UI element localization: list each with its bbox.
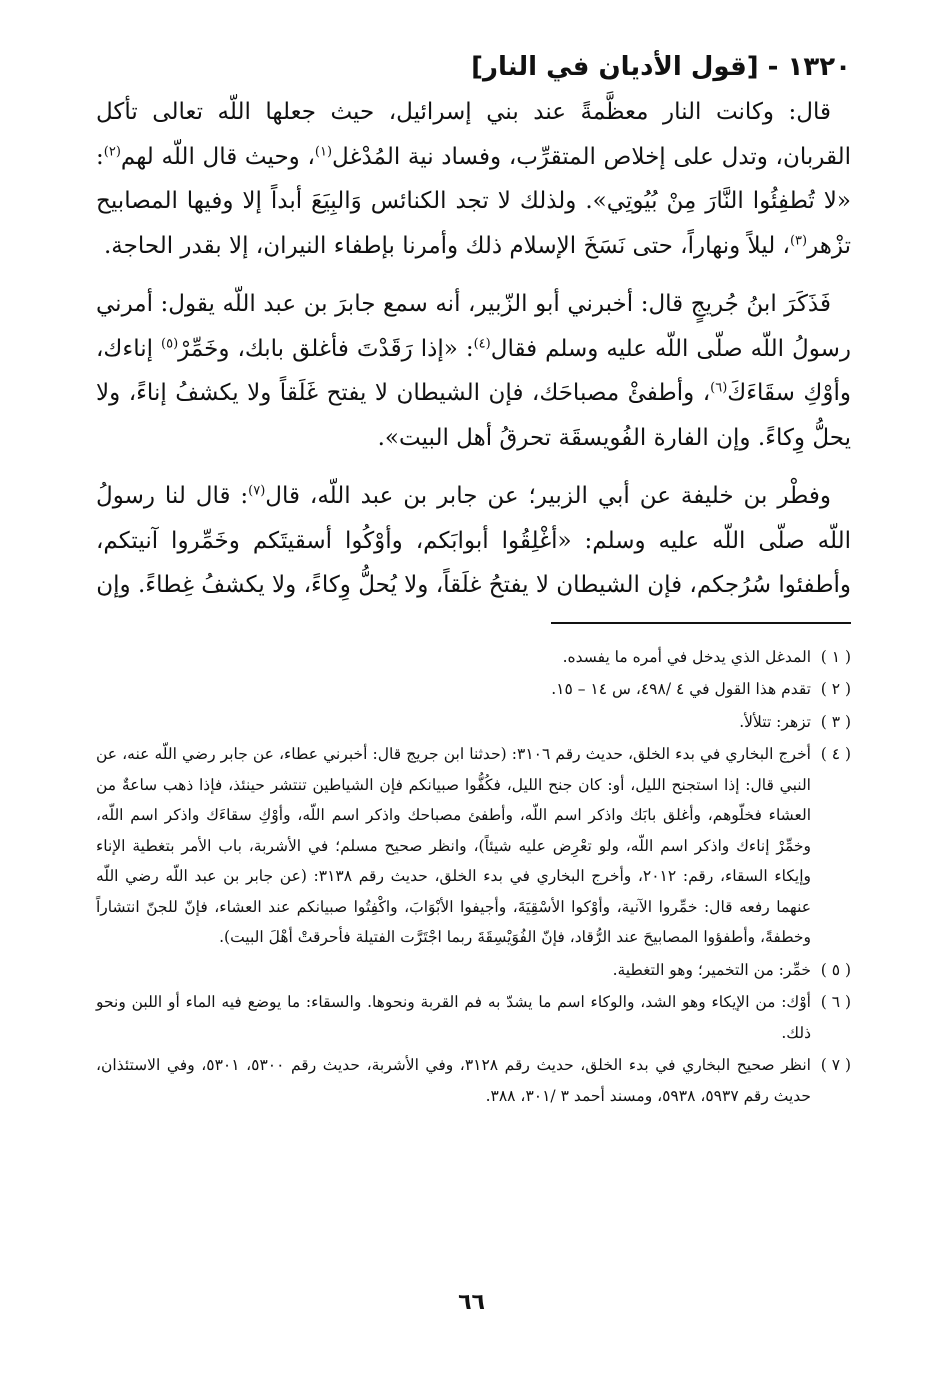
footnote-text: انظر صحيح البخاري في بدء الخلق، حديث رقم ٣١٢٨، وفي الأشربة، حديث رقم ٥٣٠٠، ٥٣٠١، وفي الاستئذان، حديث رقم ٥٩٣٧، ٥٩٣٨، ومسند أحمد ٣ /٣٠١، ٣٨٨.: [96, 1056, 811, 1105]
footnote-number: ( ٦ ): [820, 993, 851, 1011]
text-run: : قال لنا رسولُ اللّه صلّى اللّه عليه وسلم: «أغْلِقُوا أبوابَكم، وأوْكُوا أسقيتَكم وخَمِّروا آنيتكم، وأطفئوا سُرُجكم، فإن الشيطان لا يفتحُ غلَقاً، ولا يُحلُّ وِكاءً، ولا يكشفُ غِطاءً. وإن: [96, 483, 851, 598]
paragraph: [96, 474, 851, 608]
footnote-divider: [551, 622, 851, 624]
footnote-ref: (٢): [103, 143, 121, 159]
footnote-ref: (٤): [473, 335, 491, 351]
main-text: [96, 90, 851, 608]
footnote-text: أخرج البخاري في بدء الخلق، حديث رقم ٣١٠٦: (حدثنا ابن جريج قال: أخبرني عطاء، عن جابر رضي اللّه عنه، عن النبي قال: إذا استجنح الليل، أو: كان جنح الليل، فكُفُّوا صبيانكم فإن الشياطين تنتشر حينئذ، فإذا ذهب ساعةٌ من العشاء فخلّوهم، وأغلق بابَك واذكر اسم اللّه، وأطفئ مصباحك واذكر اسم اللّه، وأوْكِ سقاءَك واذكر اسم اللّه، وخمِّرْ إناءك واذكر اسم اللّه، ولو تعْرِض عليه شيئاً)، وانظر صحيح مسلم؛ في الأشربة، باب الأمر بتغطية الإناء وإيكاء السقاء، رقم: ٢٠١٢، وأخرج البخاري في بدء الخلق، حديث رقم ٣١٣٨: (عن جابر بن عبد اللّه رضي اللّه عنهما رفعه قال: خمِّروا الآنية، وأوْكوا الأسْقِيَةَ، وأجيفوا الأبْوَابَ، واكْفِتُوا صبيانكم عند العشاء، فإنّ للجنّ انتشاراً وخطفةً، وأطفؤوا المصابيحَ عند الرُّقاد، فإنّ الفُوَيْسِقَةَ ربما اجْتَرَّت الفتيلة فأحرقتْ أهْلَ البيت).: [96, 745, 811, 946]
footnote-text: خمِّر: من التخمير؛ وهو التغطية.: [612, 960, 811, 979]
footnote: [96, 707, 851, 738]
footnote-text: تزهر: تتلألأ.: [739, 712, 811, 731]
footnote-number: ( ٢ ): [820, 680, 851, 698]
footnote: [96, 674, 851, 705]
paragraph: [96, 90, 851, 268]
footnote-ref: (٦): [710, 380, 728, 396]
footnote-ref: (٣): [789, 232, 808, 248]
text-run: : «إذا رَقَدْتَ فأغلق بابك، وخَمِّرْ: [178, 335, 474, 362]
footnotes: [96, 642, 851, 1112]
footnote-number: ( ٣ ): [820, 712, 851, 731]
footnote-ref: (١): [314, 143, 333, 159]
footnote-text: تقدم هذا القول في ٤ /٤٩٨، س ١٤ – ١٥.: [551, 680, 811, 698]
page-number: ٦٦: [458, 1290, 485, 1315]
text-run: وفطْر بن خليفة عن أبي الزبير؛ عن جابر بن عبد اللّه، قال: [265, 483, 832, 509]
footnote-text: المدغل الذي يدخل في أمره ما يفسده.: [562, 647, 811, 666]
footnote: [96, 955, 851, 986]
footnote: [96, 1050, 851, 1111]
text-run: قال: وكانت النار معظَّمةً عند بني إسرائيل، حيث جعلها اللّه تعالى تأكل القربان، وتدل على إخلاص المتقرِّب، وفساد نية المُدْغل: [96, 99, 852, 170]
footnote-ref: (٧): [248, 483, 266, 499]
section-title: ١٣٢٠ - [قول الأديان في النار]: [471, 52, 851, 82]
footnote: [96, 642, 851, 673]
text-run: إناءك، وأوْكِ سقَاءَكَ: [96, 335, 851, 406]
footnote: [96, 739, 851, 953]
text-run: ، وحيث قال اللّه لهم: [120, 143, 315, 170]
footnote-text: أوْك: من الإيكاء وهو الشد، والوكاء اسم ما يشدّ به فم القربة ونحوها. والسقاء: ما يوضع فيه الماء أو اللبن ونحو ذلك.: [96, 993, 811, 1042]
paragraph: [96, 282, 851, 460]
text-run: : «لا تُطفِئُوا النَّارَ مِنْ بُيُوتِي». ولذلك لا تجد الكنائس وَالبِيَعَ أبداً إلا وفيها المصابيح تزْهر: [96, 143, 851, 259]
text-run: ، وأطفئْ مصباحَك، فإن الشيطان لا يفتح غَلَقاً ولا يكشفُ إناءً، ولا يحلُّ وِكاءً. وإن الفارة الفُويسقَة تحرقُ أهل البيت».: [96, 380, 851, 451]
footnote-number: ( ٧ ): [820, 1056, 851, 1074]
footnote-number: ( ٥ ): [820, 960, 851, 979]
footnote: [96, 987, 851, 1048]
footnote-ref: (٥): [161, 335, 179, 351]
text-run: فَذَكَرَ ابنُ جُريجٍ قال: أخبرني أبو الزّبير، أنه سمع جابرَ بن عبد اللّه يقول: أمرني رسولُ اللّه صلّى اللّه عليه وسلم فقال: [96, 291, 851, 362]
text-run: ، ليلاً ونهاراً، حتى نَسَخَ الإسلام ذلك وأمرنا بإطفاء النيران، إلا بقدر الحاجة.: [104, 232, 790, 259]
footnote-number: ( ٤ ): [820, 745, 851, 763]
footnote-number: ( ١ ): [820, 647, 851, 666]
